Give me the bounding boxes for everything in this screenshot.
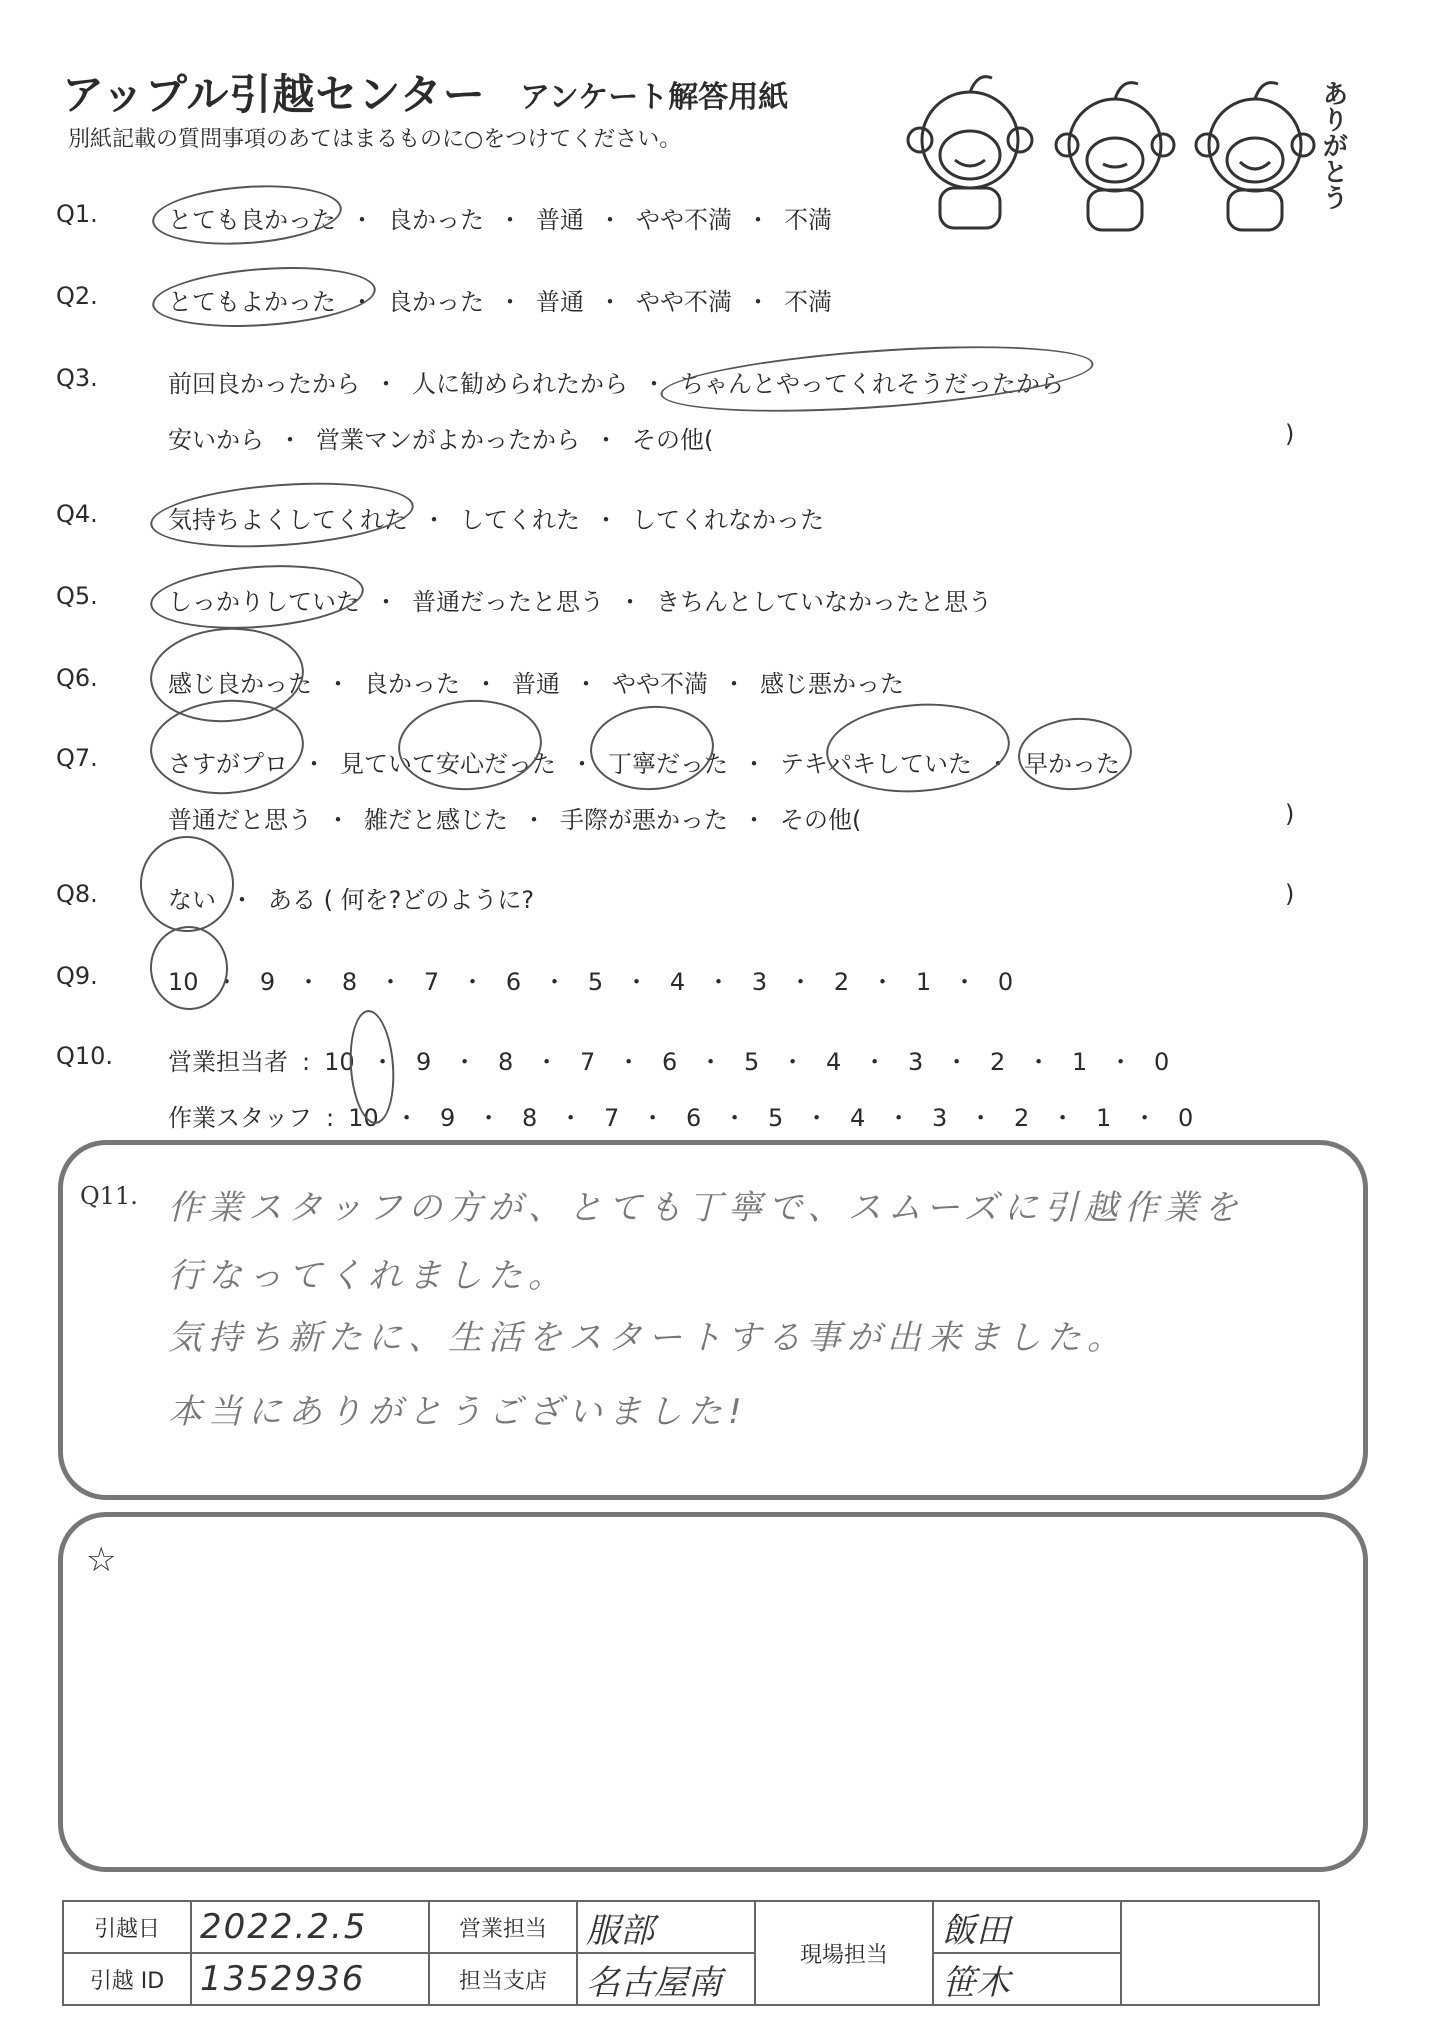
- q1-option-3[interactable]: 普通: [536, 206, 584, 234]
- q10-sales-score-6[interactable]: 6: [662, 1048, 678, 1076]
- q7-option-8[interactable]: 手際が悪かった: [560, 806, 728, 834]
- q10-staff-score-7[interactable]: 7: [604, 1104, 620, 1132]
- q5-options: しっかりしていた ・ 普通だったと思う ・ きちんとしていなかったと思う: [168, 582, 992, 617]
- thanks-text: ありがとう: [1318, 80, 1348, 210]
- q7-option-3[interactable]: 丁寧だった: [608, 750, 728, 778]
- q4-option-1[interactable]: 気持ちよくしてくれた: [168, 506, 408, 534]
- q2-selection-circle: [150, 260, 378, 333]
- q2-option-2[interactable]: 良かった: [388, 288, 484, 316]
- branch-value: 名古屋南: [577, 1953, 755, 2005]
- q10-sales-score-7[interactable]: 7: [580, 1048, 596, 1076]
- q4-label: Q4.: [56, 500, 98, 528]
- sales-rep-label: 営業担当: [429, 1901, 577, 1953]
- q8-label: Q8.: [56, 880, 98, 908]
- instruction-text: 別紙記載の質問事項のあてはまるものに○をつけてください。: [68, 127, 682, 152]
- q9-score-1[interactable]: 1: [915, 968, 932, 996]
- star-icon: ☆: [86, 1540, 117, 1580]
- company-title: アップル引越センター: [62, 70, 486, 119]
- q10-staff-score-8[interactable]: 8: [522, 1104, 538, 1132]
- q7-circle-1: [147, 695, 307, 800]
- monkey-mascot-illustration: [900, 60, 1320, 240]
- q10-staff-row: 作業スタッフ : 10 ・ 9 ・ 8 ・ 7 ・ 6 ・ 5 ・ 4 ・ 3 ・ 2 ・ 1 ・ 0: [168, 1098, 1199, 1133]
- move-id-value: 1352936: [191, 1953, 429, 2005]
- q2-option-5[interactable]: 不満: [784, 288, 832, 316]
- q9-score-4[interactable]: 4: [669, 968, 686, 996]
- q1-option-2[interactable]: 良かった: [388, 206, 484, 234]
- q9-selection-circle: [147, 923, 231, 1012]
- q2-option-1[interactable]: とてもよかった: [168, 288, 336, 316]
- q9-score-3[interactable]: 3: [751, 968, 768, 996]
- q7-label: Q7.: [56, 744, 98, 772]
- q5-selection-circle: [148, 559, 366, 636]
- q6-option-3[interactable]: 普通: [512, 670, 560, 698]
- q2-option-4[interactable]: やや不満: [636, 288, 732, 316]
- q8-option-2[interactable]: ある ( 何を?どのように?: [268, 886, 535, 914]
- extra-comment-box[interactable]: [58, 1512, 1368, 1872]
- q10-staff-score-1[interactable]: 1: [1096, 1104, 1112, 1132]
- q8-close-paren: ): [1285, 880, 1295, 908]
- q4-options: 気持ちよくしてくれた ・ してくれた ・ してくれなかった: [168, 500, 824, 535]
- q9-score-6[interactable]: 6: [505, 968, 522, 996]
- q3-line-2: 安いから ・ 営業マンがよかったから ・ その他(: [168, 420, 713, 455]
- q3-option-1[interactable]: 前回良かったから: [168, 370, 360, 398]
- q5-option-1[interactable]: しっかりしていた: [168, 588, 360, 616]
- q2-option-3[interactable]: 普通: [536, 288, 584, 316]
- q3-close-paren: ): [1285, 420, 1295, 448]
- q6-label: Q6.: [56, 664, 98, 692]
- q9-scale: 10 ・ 9 ・ 8 ・ 7 ・ 6 ・ 5 ・ 4 ・ 3 ・ 2 ・ 1 ・ 0: [168, 962, 1019, 997]
- q10-sales-score-8[interactable]: 8: [498, 1048, 514, 1076]
- q9-score-10[interactable]: 10: [168, 968, 199, 996]
- q9-label: Q9.: [56, 962, 98, 990]
- q1-option-1[interactable]: とても良かった: [168, 206, 336, 234]
- q10-staff-score-9[interactable]: 9: [440, 1104, 456, 1132]
- q1-label: Q1.: [56, 200, 98, 228]
- q2-label: Q2.: [56, 282, 98, 310]
- q1-selection-circle: [150, 179, 344, 250]
- q8-selection-circle: [137, 833, 237, 935]
- q10-label: Q10.: [56, 1042, 114, 1070]
- q10-staff-score-3[interactable]: 3: [932, 1104, 948, 1132]
- move-id-label: 引越 ID: [63, 1953, 191, 2005]
- q9-score-2[interactable]: 2: [833, 968, 850, 996]
- q10-sales-score-3[interactable]: 3: [908, 1048, 924, 1076]
- monkey-icon-2: [1056, 83, 1174, 230]
- footer-blank-cell: [1121, 1901, 1319, 2005]
- q10-sales-score-1[interactable]: 1: [1072, 1048, 1088, 1076]
- q7-option-7[interactable]: 雑だと感じた: [364, 806, 508, 834]
- q3-option-2[interactable]: 人に勧められたから: [412, 370, 628, 398]
- q7-option-5[interactable]: 早かった: [1024, 750, 1120, 778]
- form-subtitle: アンケート解答用紙: [520, 80, 789, 115]
- q7-close-paren: ): [1285, 800, 1295, 828]
- q9-score-8[interactable]: 8: [341, 968, 358, 996]
- q10-sales-score-10[interactable]: 10: [324, 1048, 355, 1076]
- q9-score-7[interactable]: 7: [423, 968, 440, 996]
- q3-option-4[interactable]: 安いから: [168, 426, 264, 454]
- q7-circle-3: [587, 702, 717, 794]
- q5-option-2[interactable]: 普通だったと思う: [412, 588, 604, 616]
- q10-sales-row: 営業担当者 : 10 ・ 9 ・ 8 ・ 7 ・ 6 ・ 5 ・ 4 ・ 3 ・ 2 ・ 1 ・ 0: [168, 1042, 1175, 1077]
- move-date-value: 2022.2.5: [191, 1901, 429, 1953]
- q6-options: 感じ良かった ・ 良かった ・ 普通 ・ やや不満 ・ 感じ悪かった: [168, 664, 904, 699]
- q7-option-4[interactable]: テキパキしていた: [780, 750, 972, 778]
- q7-line-1: さすがプロ ・ 見ていて安心だった ・ 丁寧だった ・ テキパキしていた ・ 早かった: [168, 744, 1120, 779]
- q3-label: Q3.: [56, 364, 98, 392]
- branch-label: 担当支店: [429, 1953, 577, 2005]
- move-date-label: 引越日: [63, 1901, 191, 1953]
- q10-staff-score-10[interactable]: 10: [348, 1104, 379, 1132]
- site-rep-value-1: 飯田: [933, 1901, 1121, 1953]
- q7-line-2: 普通だと思う ・ 雑だと感じた ・ 手際が悪かった ・ その他(: [168, 800, 861, 835]
- q10-sales-score-4[interactable]: 4: [826, 1048, 842, 1076]
- q10-sales-score-2[interactable]: 2: [990, 1048, 1006, 1076]
- q1-option-5[interactable]: 不満: [784, 206, 832, 234]
- q3-selection-circle: [659, 335, 1096, 423]
- q10-staff-score-5[interactable]: 5: [768, 1104, 784, 1132]
- q3-option-3[interactable]: ちゃんとやってくれそうだったから: [680, 370, 1064, 398]
- q10-staff-label: 作業スタッフ: [168, 1104, 312, 1132]
- q7-option-2[interactable]: 見ていて安心だった: [340, 750, 556, 778]
- q8-options: ない ・ ある ( 何を?どのように?: [168, 880, 534, 915]
- q4-selection-circle: [148, 475, 416, 555]
- monkey-icon-1: [908, 77, 1032, 228]
- q9-score-5[interactable]: 5: [587, 968, 604, 996]
- q10-sales-label: 営業担当者: [168, 1048, 288, 1076]
- q1-option-4[interactable]: やや不満: [636, 206, 732, 234]
- q11-handwritten-line-4: 本当にありがとうございました!: [168, 1392, 748, 1432]
- q10-sales-score-5[interactable]: 5: [744, 1048, 760, 1076]
- q1-options: とても良かった ・ 良かった ・ 普通 ・ やや不満 ・ 不満: [168, 200, 832, 235]
- q7-circle-2: [395, 695, 545, 795]
- q7-option-1[interactable]: さすがプロ: [168, 750, 288, 778]
- q4-option-3[interactable]: してくれなかった: [632, 506, 824, 534]
- q7-option-6[interactable]: 普通だと思う: [168, 806, 312, 834]
- q6-option-5[interactable]: 感じ悪かった: [760, 670, 904, 698]
- sales-rep-value: 服部: [577, 1901, 755, 1953]
- q10-staff-score-4[interactable]: 4: [850, 1104, 866, 1132]
- q3-option-6[interactable]: その他(: [632, 426, 714, 454]
- q2-options: とてもよかった ・ 良かった ・ 普通 ・ やや不満 ・ 不満: [168, 282, 832, 317]
- site-rep-label: 現場担当: [755, 1901, 933, 2005]
- q10-staff-score-0[interactable]: 0: [1178, 1104, 1194, 1132]
- q10-sales-score-9[interactable]: 9: [416, 1048, 432, 1076]
- q11-handwritten-line-3: 気持ち新たに、生活をスタートする事が出来ました。: [168, 1318, 1127, 1358]
- q6-option-1[interactable]: 感じ良かった: [168, 670, 312, 698]
- q9-score-0[interactable]: 0: [997, 968, 1014, 996]
- q11-handwritten-line-1: 作業スタッフの方が、とても丁寧で、スムーズに引越作業を: [168, 1188, 1244, 1228]
- q10-staff-score-6[interactable]: 6: [686, 1104, 702, 1132]
- q11-label: Q11.: [80, 1182, 138, 1210]
- q8-option-1[interactable]: ない: [168, 886, 216, 914]
- q4-option-2[interactable]: してくれた: [460, 506, 580, 534]
- q7-circle-5: [1016, 714, 1135, 794]
- q11-handwritten-line-2: 行なってくれました。: [168, 1256, 568, 1296]
- q7-option-9[interactable]: その他(: [780, 806, 862, 834]
- q9-score-9[interactable]: 9: [259, 968, 276, 996]
- footer-info-table: [62, 1900, 1320, 2006]
- site-rep-value-2: 笹木: [933, 1953, 1121, 2005]
- q10-staff-score-2[interactable]: 2: [1014, 1104, 1030, 1132]
- q6-option-2[interactable]: 良かった: [364, 670, 460, 698]
- q6-option-4[interactable]: やや不満: [612, 670, 708, 698]
- q10-sales-score-0[interactable]: 0: [1154, 1048, 1170, 1076]
- q7-circle-4: [823, 698, 1013, 799]
- monkey-icon-3: [1196, 83, 1314, 230]
- q3-option-5[interactable]: 営業マンがよかったから: [316, 426, 580, 454]
- q5-label: Q5.: [56, 582, 98, 610]
- q5-option-3[interactable]: きちんとしていなかったと思う: [656, 588, 992, 616]
- q3-line-1: 前回良かったから ・ 人に勧められたから ・ ちゃんとやってくれそうだったから: [168, 364, 1064, 399]
